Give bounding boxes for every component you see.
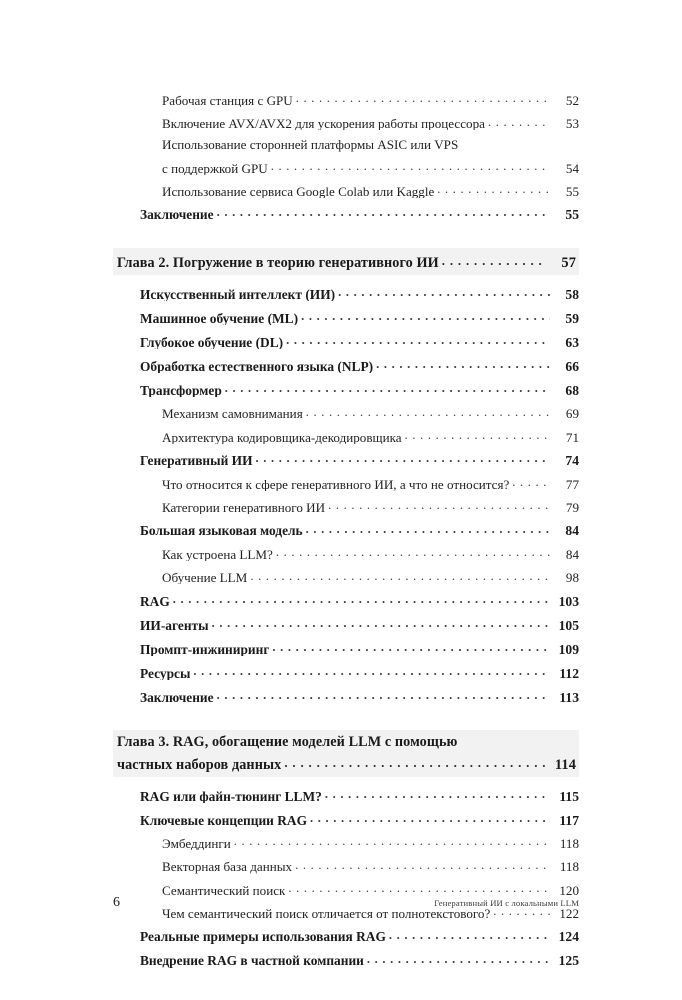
toc-dot-leader (306, 522, 550, 535)
toc-entry-page-number: 59 (565, 310, 579, 326)
toc-entry-page-number: 120 (559, 882, 579, 898)
toc-dot-leader (295, 858, 550, 871)
toc-entry-page-number: 63 (565, 334, 579, 350)
toc-entry-page-number: 98 (565, 570, 579, 586)
toc-section-entry[interactable] (162, 183, 579, 198)
toc-section-entry[interactable] (140, 333, 579, 349)
toc-entry-page-number: 105 (558, 617, 579, 633)
toc-section-entry[interactable] (162, 835, 579, 850)
toc-dot-leader (296, 92, 550, 105)
toc-entry-page-number: 125 (558, 953, 579, 969)
toc-dot-leader (286, 333, 550, 346)
toc-dot-leader (488, 115, 550, 128)
toc-section-entry[interactable] (140, 928, 579, 944)
toc-dot-leader (225, 381, 550, 394)
toc-entry-title: Большая языковая модель (140, 524, 303, 538)
toc-section-entry[interactable] (162, 92, 579, 107)
toc-dot-leader (325, 787, 550, 800)
toc-entry-title: Генеративный ИИ (140, 454, 253, 468)
toc-dot-leader (301, 309, 550, 322)
toc-entry-page-number: 69 (565, 406, 579, 422)
toc-entry-page-number: 55 (565, 183, 579, 199)
toc-section-entry[interactable] (162, 115, 579, 130)
toc-section-entry[interactable] (140, 688, 579, 704)
toc-entry-page-number: 115 (559, 788, 579, 804)
toc-dot-leader (256, 452, 551, 465)
toc-dot-leader (310, 811, 550, 824)
toc-entry-page-number: 84 (565, 547, 579, 563)
toc-entry-title: Заключение (140, 690, 214, 705)
toc-dot-leader (338, 285, 550, 298)
toc-entry-title: Ресурсы (140, 666, 191, 681)
toc-entry-title: Реальные примеры использования RAG (140, 930, 386, 944)
toc-dot-leader (276, 546, 550, 559)
toc-dot-leader (328, 499, 550, 512)
toc-section-entry[interactable] (140, 206, 579, 222)
toc-entry-title: Механизм самовнимания (162, 407, 303, 421)
toc-section-entry[interactable] (140, 664, 579, 680)
toc-entry-title: Семантический поиск (162, 883, 286, 897)
toc-dot-leader (306, 405, 550, 418)
toc-dot-leader (284, 755, 547, 769)
toc-dot-leader (288, 882, 550, 895)
toc-dot-leader (250, 569, 550, 582)
toc-dot-leader (217, 688, 550, 701)
toc-entry-page-number: 57 (561, 255, 576, 272)
toc-dot-leader (173, 592, 550, 605)
toc-dot-leader (437, 183, 550, 196)
toc-section-entry[interactable] (162, 499, 579, 514)
toc-entry-title: Включение AVX/AVX2 для ускорения работы процессора (162, 117, 485, 131)
toc-entry-page-number: 109 (558, 641, 579, 657)
toc-entry-page-number: 58 (565, 286, 579, 302)
toc-entry-page-number: 53 (565, 116, 579, 132)
toc-entry-title: Машинное обучение (ML) (140, 311, 299, 326)
toc-section-entry[interactable] (140, 357, 579, 373)
toc-entry-page-number: 113 (559, 689, 579, 705)
toc-section-entry[interactable] (140, 452, 579, 468)
toc-section-entry[interactable] (162, 858, 579, 873)
toc-section-entry[interactable] (140, 285, 579, 301)
toc-entry-page-number: 117 (559, 812, 579, 828)
toc-entry-title: Обучение LLM (162, 571, 248, 585)
toc-section-entry[interactable] (140, 640, 579, 656)
toc-entry-title: Векторная база данных (162, 860, 293, 874)
toc-entry-title: Что относится к сфере генеративного ИИ, а что не относится? (162, 477, 510, 491)
toc-dot-leader (442, 253, 547, 267)
page-footer (113, 895, 579, 911)
toc-entry-list (113, 92, 579, 968)
toc-section-entry[interactable] (140, 616, 579, 632)
footer-page-number: 6 (113, 895, 120, 910)
toc-chapter-entry[interactable] (113, 730, 579, 777)
toc-entry-page-number: 114 (554, 756, 576, 773)
toc-entry-page-number: 84 (565, 523, 579, 539)
toc-section-entry[interactable] (162, 569, 579, 584)
toc-chapter-entry[interactable] (113, 248, 579, 276)
toc-dot-leader (217, 206, 550, 219)
toc-entry-page-number: 118 (559, 859, 579, 875)
toc-section-entry[interactable] (140, 952, 579, 968)
toc-dot-leader (376, 357, 550, 370)
toc-entry-page-number: 71 (565, 429, 579, 445)
toc-section-entry[interactable] (140, 522, 579, 538)
toc-section-entry[interactable] (140, 381, 579, 397)
toc-entry-page-number: 52 (565, 93, 579, 109)
toc-entry-title-line-2-row (162, 159, 579, 174)
toc-entry-page-number: 54 (565, 160, 579, 176)
toc-section-entry[interactable] (162, 138, 579, 174)
toc-entry-title: Промпт-инжиниринг (140, 642, 270, 657)
toc-section-entry[interactable] (162, 476, 579, 491)
toc-dot-leader (272, 640, 550, 653)
toc-entry-page-number: 118 (559, 836, 579, 852)
toc-entry-title-line-1: Глава 3. RAG, обогащение моделей LLM с помощью (117, 734, 458, 751)
toc-dot-leader (193, 664, 550, 677)
toc-entry-title: Использование сервиса Google Colab или Kaggle (162, 184, 435, 198)
toc-entry-title: Чем семантический поиск отличается от полнотекстового? (162, 906, 491, 920)
toc-entry-title: Внедрение RAG в частной компании (140, 954, 364, 968)
toc-entry-title-line-2-row (117, 755, 576, 773)
toc-entry-title: Трансформер (140, 383, 222, 398)
toc-dot-leader (405, 429, 550, 442)
toc-entry-title: Как устроена LLM? (162, 548, 273, 562)
toc-section-entry[interactable] (140, 309, 579, 325)
toc-entry-title: Рабочая станция с GPU (162, 94, 293, 108)
toc-entry-page-number: 66 (565, 358, 579, 374)
toc-entry-title: Глубокое обучение (DL) (140, 335, 284, 350)
toc-entry-page-number: 79 (565, 499, 579, 515)
toc-entry-title: Искусственный интеллект (ИИ) (140, 287, 336, 302)
toc-dot-leader (234, 835, 550, 848)
toc-entry-title: ИИ-агенты (140, 618, 209, 633)
toc-entry-page-number: 103 (558, 593, 579, 609)
toc-entry-title: Заключение (140, 208, 214, 222)
toc-section-entry[interactable] (140, 787, 579, 803)
toc-entry-title: Категории генеративного ИИ (162, 500, 326, 515)
toc-section-entry[interactable] (140, 811, 579, 827)
toc-entry-page-number: 124 (558, 929, 579, 945)
toc-entry-page-number: 122 (559, 905, 579, 921)
toc-entry-page-number: 112 (559, 665, 579, 681)
toc-entry-title: Эмбеддинги (162, 837, 231, 851)
toc-entry-title: Ключевые концепции RAG (140, 813, 307, 827)
footer-running-head: Генеративный ИИ с локальными LLM (434, 898, 579, 908)
toc-dot-leader (212, 616, 550, 629)
toc-entry-page-number: 77 (565, 476, 579, 492)
toc-entry-title-line-1: Использование сторонней платформы ASIC или VPS (162, 137, 459, 153)
toc-entry-page-number: 68 (565, 382, 579, 398)
toc-entry-title: Глава 2. Погружение в теорию генеративного ИИ (117, 256, 439, 271)
toc-section-entry[interactable] (162, 546, 579, 561)
toc-section-entry[interactable] (162, 405, 579, 420)
toc-dot-leader (367, 952, 550, 965)
toc-dot-leader (389, 928, 550, 941)
toc-section-entry[interactable] (162, 429, 579, 444)
toc-entry-title-line-2: с поддержкой GPU (162, 161, 268, 175)
toc-dot-leader (512, 476, 550, 489)
toc-entry-title: Обработка естественного языка (NLP) (140, 359, 374, 374)
toc-entry-title-line-2: частных наборов данных (117, 757, 282, 772)
toc-entry-page-number: 55 (565, 207, 579, 223)
toc-entry-page-number: 74 (565, 453, 579, 469)
toc-section-entry[interactable] (140, 592, 579, 608)
toc-entry-title: Архитектура кодировщика-декодировщика (162, 430, 402, 444)
toc-dot-leader (271, 159, 550, 172)
toc-entry-title: RAG или файн-тюнинг LLM? (140, 789, 322, 803)
toc-entry-title: RAG (140, 594, 170, 609)
